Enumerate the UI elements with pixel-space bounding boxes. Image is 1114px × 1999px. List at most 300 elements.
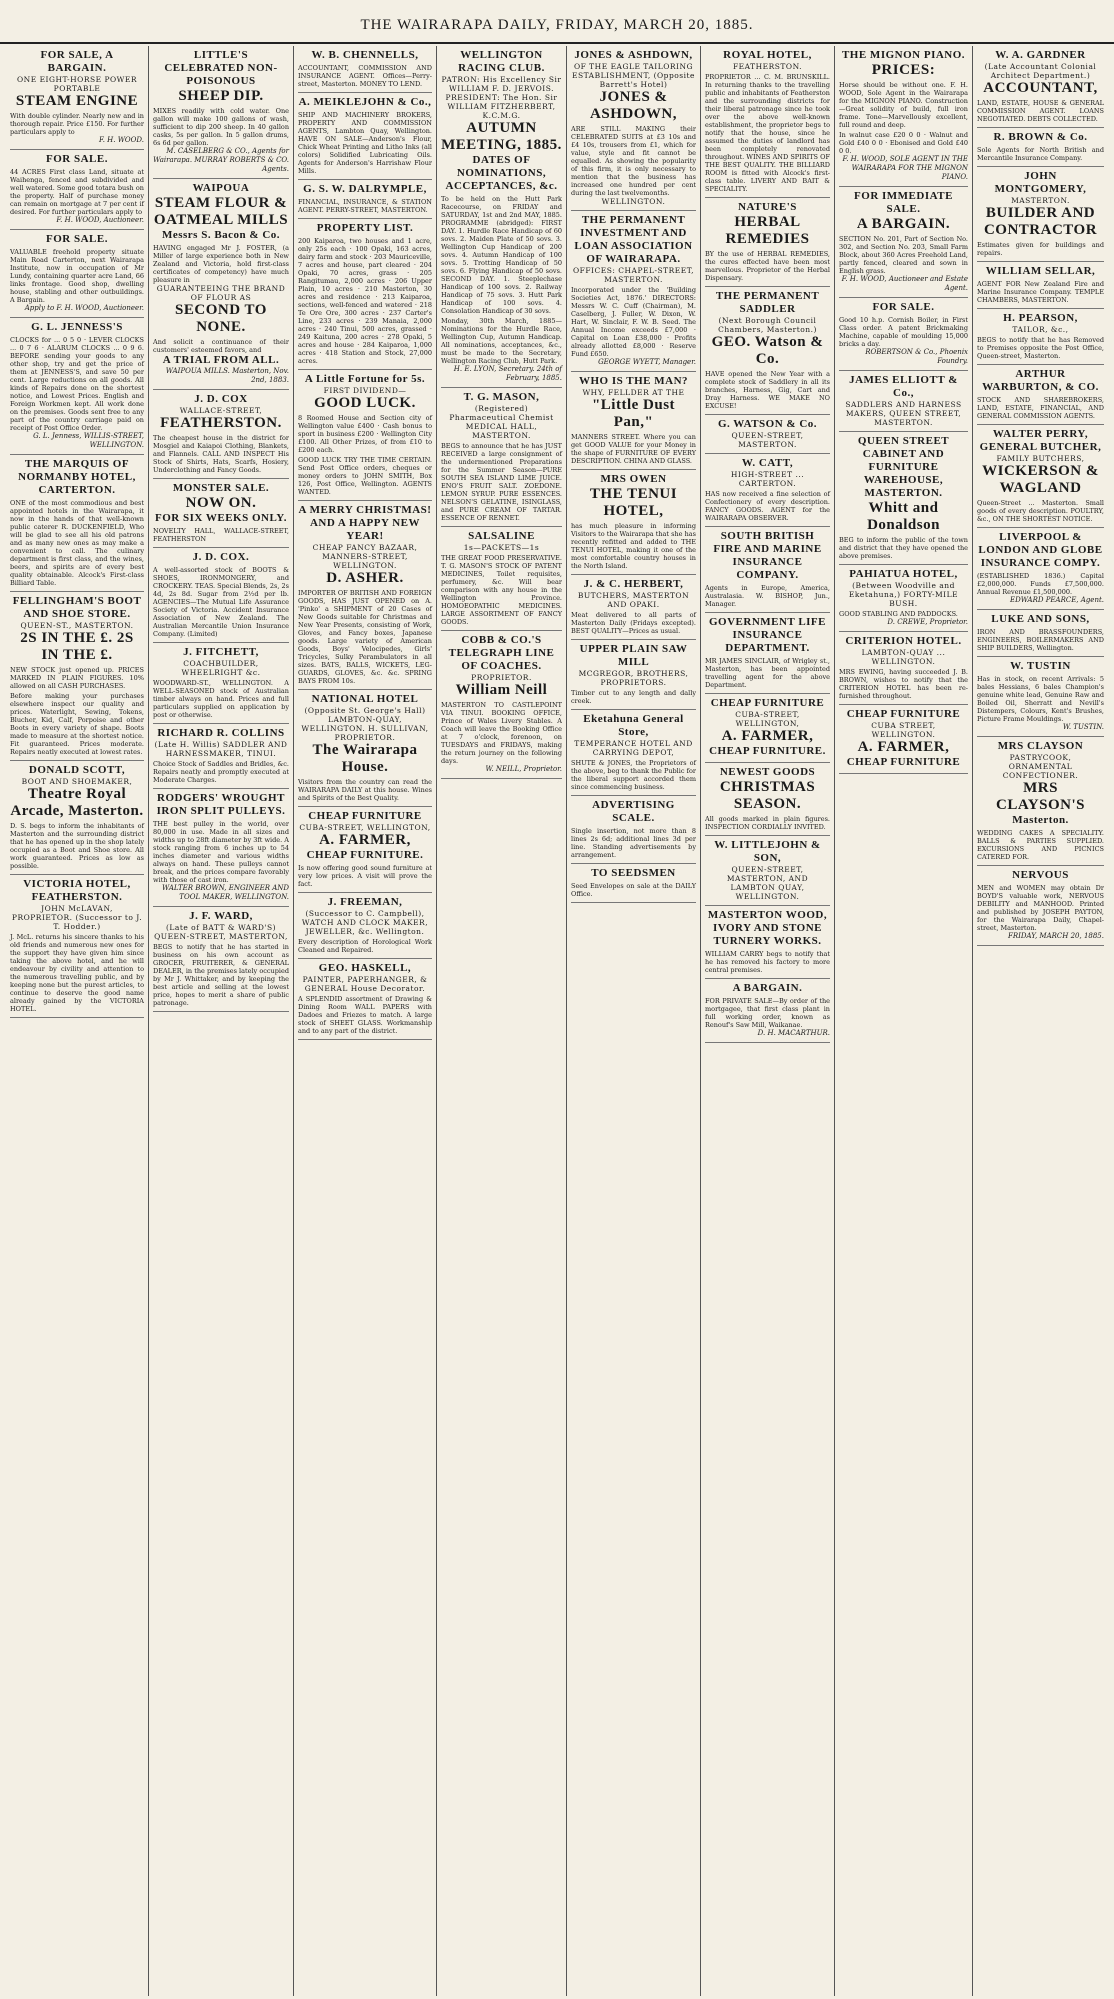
advertisement — [571, 46, 696, 211]
advertisement — [571, 470, 696, 575]
ad-h: A MERRY CHRISTMAS! AND A HAPPY NEW YEAR! — [298, 504, 432, 542]
advertisement — [839, 632, 968, 705]
ad-sub: FAMILY BUTCHERS, — [996, 454, 1085, 463]
advertisement — [977, 737, 1104, 866]
ad-h: Whitt and Donaldson — [867, 500, 940, 533]
advertisement — [153, 46, 289, 179]
ad-h: STEAM ENGINE — [15, 93, 139, 109]
ad-sub: PATRON: His Excellency Sir WILLIAM F. D. JERVOIS. PRESIDENT: The Hon. Sir WILLIAM FITZHERBERT, K.C.M.G. — [441, 75, 562, 120]
ad-h: FELLINGHAM'S BOOT AND SHOE STORE. — [12, 595, 142, 620]
ad-h: FOR SALE. — [46, 233, 108, 245]
ad-sub: (Late of BATT & WARD'S) QUEEN-STREET, MASTERTON, — [154, 923, 288, 941]
advertisement — [839, 298, 968, 371]
ad-body: THE GREAT FOOD PRESERVATIVE. T. G. MASON'S STOCK OF PATENT MEDICINES, Toilet requisites, perfumery, &c. Will bear comparison with any house in the Wellington Province. HOMOEOPATHIC MEDICINES. LARGE ASSORTMENT OF FANCY GOODS. — [441, 554, 562, 626]
ad-body: WEDDING CAKES A SPECIALITY. BALLS & PARTIES SUPPLIED. EXCURSIONS AND PICNICS CATERED FOR. — [977, 829, 1104, 861]
ad-h: J. FITCHETT, — [183, 646, 259, 658]
ad-sub: CHEAP FANCY BAZAAR, MANNERS-STREET, WELLINGTON. — [312, 543, 418, 570]
ad-body: With double cylinder. Nearly new and in thorough repair. Price £150. For further particulars apply to — [10, 112, 144, 136]
ad-body: FOR PRIVATE SALE—By order of the mortgagee, that first class plant in full working order, known as Renouf's Saw Mill, Waikanae. — [705, 997, 830, 1029]
ad-body: All goods marked in plain figures. INSPECTION CORDIALLY INVITED. — [705, 815, 830, 831]
ad-body: STOCK AND SHAREBROKERS, LAND, ESTATE, FINANCIAL, AND GENERAL COMMISSION AGENTS. — [977, 396, 1104, 420]
ad-body: SECTION No. 201, Part of Section No. 302, and Section No. 203, Small Farm Block, about 360 Acres Freehold Land, partly fenced, cleared and sown in English grass. — [839, 235, 968, 275]
ad-sub: PASTRYCOOK, ORNAMENTAL CONFECTIONER. — [1002, 753, 1079, 780]
ad-h: CHEAP FURNITURE — [308, 810, 422, 822]
advertisement — [441, 388, 562, 527]
ad-h: A Little Fortune for 5s. — [304, 373, 426, 385]
advertisement — [977, 657, 1104, 737]
advertisement — [298, 180, 432, 219]
ad-h: CRITERION HOTEL. — [845, 635, 962, 647]
ad-h: A. FARMER, — [721, 728, 814, 744]
ad-body: VALUABLE freehold property situate Main Road Carterton, next Wairarapa Institute, now in occupation of Mr Lundy, containing quarter acre Land, 66 links frontage. Good shop, dwelling house, stabling and other outbuildings. A Bargain. — [10, 248, 144, 304]
ad-sub: HIGH-STREET ... CARTERTON. — [730, 470, 805, 488]
ad-h: WHO IS THE MAN? — [578, 375, 689, 387]
advertisement — [977, 528, 1104, 610]
ad-body: 200 Kaiparoa, two houses and 1 acre, only 25s each · 100 Opaki, 163 acres, dairy farm and stock · 203 Mauriceville, 7 acres and house, part cleared · 204 Opaki, 70 acres, grass · 205 Rangitumau, 2,000 acres · 206 Upper Plain, 10 acres · 210 Masterton, 30 acres and residence · 213 Kaiparoa, sections, well-fenced and watered · 218 Te Ore Ore, 300 acres · 237 Carter's Line, 233 acres · 239 Manaia, 2,000 acres · 240 Tinui, 500 acres, grassed · 249 Kaituna, 200 acres · 278 Opaki, 5 acres and house · 284 Kaiparoa, 1,000 acres · 418 Station and Stock, 27,000 acres. — [298, 237, 432, 365]
ad-h: ADVERTISING SCALE. — [592, 799, 675, 824]
ad-h: W. A. GARDNER — [995, 49, 1086, 61]
ad-body: has much pleasure in informing Visitors to the Wairarapa that she has recently refitted and added to THE TENUI HOTEL, making it one of the most comfortable country houses in the North Island. — [571, 522, 696, 570]
ad-h: WILLIAM SELLAR, — [985, 265, 1096, 277]
ad-h: Masterton. — [1012, 814, 1069, 826]
ad-h: J. & C. HERBERT, — [583, 578, 684, 590]
ad-body: Timber cut to any length and dally creek. — [571, 689, 696, 705]
ad-body: IRON AND BRASSFOUNDERS, ENGINEERS, BOILERMAKERS AND SHIP BUILDERS, Wellington. — [977, 628, 1104, 652]
ad-body: MASTERTON TO CASTLEPOINT VIA TINUI. BOOKING OFFICE, Prince of Wales Livery Stables. A Coach will leave the Booking Office at 7 o'clock, forenoon, on TUESDAYS and FRIDAYS, making the return journey on the following days. — [441, 701, 562, 765]
ad-sub: BUTCHERS, MASTERTON AND OPAKI. — [577, 591, 690, 609]
ad-body: In walnut case £20 0 0 · Walnut and Gold £40 0 0 · Ebonised and Gold £40 0 0. — [839, 131, 968, 155]
advertisement — [298, 807, 432, 893]
ad-sub: CUBA STREET, WELLINGTON. — [871, 721, 936, 739]
ad-sig: ROBERTSON & Co., Phoenix Foundry. — [865, 348, 968, 365]
ad-sub: PROPRIETOR. — [471, 673, 532, 682]
ad-h: CHEAP FURNITURE — [846, 756, 961, 768]
ad-body: HAVE opened the New Year with a complete stock of Saddlery in all its branches, Harness, Gig, Cart and Dray Harness. WE MAKE NO EXCUSE! — [705, 370, 830, 410]
advertisement — [839, 371, 968, 432]
ad-h: DONALD SCOTT, — [28, 764, 126, 776]
ad-h: FEATHERSTON. — [160, 415, 282, 431]
advertisement — [839, 187, 968, 298]
ad-h: NERVOUS — [1012, 869, 1069, 881]
advertisement — [571, 796, 696, 864]
ad-h: FOR IMMEDIATE SALE. — [854, 190, 953, 215]
ad-h: J. D. COX — [194, 393, 248, 405]
ad-h: G. L. JENNESS'S — [31, 321, 123, 333]
ad-h: William Neill — [455, 682, 548, 698]
advertisement — [705, 527, 830, 613]
ad-sub: (Next Borough Council Chambers, Masterton.) — [718, 316, 817, 334]
ad-h: CHEAP FURNITURE. — [306, 849, 424, 861]
ad-h: PROPERTY LIST. — [316, 222, 414, 234]
ad-h: A TRIAL FROM ALL. — [162, 354, 280, 366]
ad-body: MR JAMES SINCLAIR, of Wrigley st., Masterton, has been appointed travelling agent for the above Department. — [705, 657, 830, 689]
ad-body: AGENT FOR New Zealand Fire and Marine Insurance Company. TEMPLE CHAMBERS, MASTERTON. — [977, 280, 1104, 304]
ad-h: PAHIATUA HOTEL, — [849, 568, 958, 580]
ad-sig: D. H. MACARTHUR. — [757, 1029, 830, 1037]
ad-h: JAMES ELLIOTT & Co., — [849, 374, 958, 399]
ad-body: MIXES readily with cold water. One gallon will make 100 gallons of wash, sufficient to dip 200 sheep. In 40 gallon casks, 5s per gallon. In 5 gallon drums, 6s 6d per gallon. — [153, 107, 289, 147]
ad-body: CLOCKS for ... 0 5 0 · LEVER CLOCKS ... 0 7 6 · ALARUM CLOCKS ... 0 9 6. BEFORE sending your goods to any other shop, try and get the price of them at JENNESS'S, and save 50 per cent. Large reductions on all goods. All kinds of Repairs done on the shortest notice, and Lowest Prices. English and Foreign Workmen kept. All work done on the premises. Goods sent free to any part of the country carriage paid on receipt of Post Office Order. — [10, 336, 144, 432]
columns-container — [6, 46, 1108, 1996]
newspaper-title: THE WAIRARAPA DAILY, FRIDAY, MARCH 20, 1885. — [360, 17, 754, 33]
ad-body: 8 Roomed House and Section city of Wellington value £400 · Cash bonus to sport in business £200 · Wellington City £100. All Other Prizes, of from £10 to £200 each. — [298, 414, 432, 454]
advertisement — [839, 46, 968, 187]
advertisement — [153, 789, 289, 907]
advertisement — [298, 370, 432, 501]
ad-h: JOHN MONTGOMERY, — [994, 170, 1087, 195]
ad-h: CHEAP FURNITURE — [710, 697, 825, 709]
ad-h: A BARGAIN. — [732, 982, 803, 994]
ad-body: NEW STOCK just opened up. PRICES MARKED IN PLAIN FIGURES. 10% allowed on all CASH PURCHASES. — [10, 666, 144, 690]
ad-sub: FEATHERSTON. — [732, 62, 803, 71]
ad-body: THE best pulley in the world, over 80,000 in use. Made in all sizes and widths up to 28ft diameter by 3ft wide. A stock ranging from 6 inches up to 54 inches diameter and various widths always on hand. These pulleys cannot break, and the prices compare favorably with those of cast iron. — [153, 820, 289, 884]
ad-sig: H. E. LYON, Secretary. 24th of February, 1885. — [453, 365, 562, 382]
ad-sub: (Late Accountant Colonial Architect Department.) — [984, 62, 1097, 80]
column-6 — [701, 46, 835, 1996]
ad-body: HAS now received a fine selection of Confectionery of every description. FANCY GOODS. AGENT for the WAIRARAPA OBSERVER. — [705, 490, 830, 522]
ad-body: BEGS to announce that he has JUST RECEIVED a large consignment of the undermentioned Preparations for the Summer Season—PURE SOUTH SEA ISLAND LIME JUICE. ENO'S FRUIT SALT. ZOEDONE. LEMON SYRUP. PURE ESSENCES. NELSON'S GELATINE, ISINGLASS, and PURE CREAM OF TARTAR. ESSENCE OF RENNET. — [441, 442, 562, 522]
ad-sub: COACHBUILDER, WHEELRIGHT &c. — [181, 659, 261, 677]
advertisement — [571, 640, 696, 710]
ad-body: Monday, 30th March, 1885—Nominations for the Hurdle Race, Wellington Cup, Autumn Handicap. All nominations, acceptances, &c., must be made to the Secretary, Wellington Racing Club, Hutt Park. — [441, 317, 562, 365]
advertisement — [571, 372, 696, 470]
ad-h: W. TUSTIN — [1010, 660, 1071, 672]
ad-sig: M. CASELBERG & CO., Agents for Wairarapa. MURRAY ROBERTS & CO. Agents. — [153, 147, 289, 173]
ad-sig: Apply to F. H. WOOD, Auctioneer. — [24, 304, 144, 312]
advertisement — [153, 479, 289, 548]
advertisement — [298, 501, 432, 690]
ad-h: ARTHUR WARBURTON, & CO. — [982, 368, 1099, 393]
ad-h: CHRISTMAS SEASON. — [719, 779, 816, 812]
ad-body: (ESTABLISHED 1836.) Capital £2,000,000. Funds £7,500,000. Annual Revenue £1,500,000. — [977, 572, 1104, 596]
ad-h: G. S. W. DALRYMPLE, — [303, 183, 427, 195]
ad-h: MASTERTON WOOD, IVORY AND STONE TURNERY WORKS. — [707, 909, 828, 947]
advertisement — [153, 548, 289, 643]
ad-body: A well-assorted stock of BOOTS & SHOES, IRONMONGERY, and CROCKERY. TEAS. Special Blends, 2s, 2s 4d, 2s 8d. Sugar from 2½d per lb. AGENCIES—The Mutual Life Assurance Society of Victoria. Accident Insurance Association of New Zealand. The Australian Mercantile Union Insurance Company. (Limited) — [153, 566, 289, 638]
advertisement — [571, 575, 696, 640]
ad-body: Queen-Street ... Masterton. Small goods of every description. POULTRY, &c., ON THE SHORTEST NOTICE. — [977, 499, 1104, 523]
ad-body: WILLIAM CARRY begs to notify that he has removed his factory to more central premises. — [705, 950, 830, 974]
ad-h: VICTORIA HOTEL, FEATHERSTON. — [23, 878, 131, 903]
ad-body: A SPLENDID assortment of Drawing & Dining Room WALL PAPERS with Dadoes and Friezes to match. A large stock of SHEET GLASS. Workmanship and to any part of the district. — [298, 995, 432, 1035]
ad-h: CHEAP FURNITURE. — [709, 745, 826, 757]
advertisement — [977, 425, 1104, 528]
ad-h: GEO. HASKELL, — [318, 962, 412, 974]
advertisement — [839, 432, 968, 565]
ad-h: FOR SIX WEEKS ONLY. — [155, 512, 287, 524]
advertisement — [839, 565, 968, 632]
ad-sub: (Opposite St. George's Hall) LAMBTON-QUAY, WELLINGTON. H. SULLIVAN, PROPRIETOR. — [301, 706, 429, 742]
ad-body: Good 10 h.p. Cornish Boiler, in First Class order. A patent Brickmaking Machine, capable of moulding 15,000 bricks a day. — [839, 316, 968, 348]
ad-h: J. FREEMAN, — [327, 896, 403, 908]
column-4 — [437, 46, 567, 1996]
ad-sub: JOHN McLAVAN, PROPRIETOR. (Successor to J. T. Hodder.) — [11, 904, 143, 931]
column-2 — [149, 46, 294, 1996]
advertisement — [298, 893, 432, 959]
advertisement — [705, 836, 830, 906]
ad-body: BEGS to notify that he has started in business on his own account as GROCER, FRUITERER, & GENERAL DEALER, in the premises lately occupied by Mr J. Whittaker, and by keeping the best article and selling at the lowest price, hopes to merit a share of public patronage. — [153, 943, 289, 1007]
ad-h: TO SEEDSMEN — [591, 867, 676, 879]
ad-body: GOOD STABLING AND PADDOCKS. — [839, 610, 958, 618]
ad-body: Incorporated under the 'Building Societies Act, 1876.' DIRECTORS: Messrs W. C. Cuff (Chairman), M. Caselberg, J. Fuller, W. Dixon, W. Hart, W. Sinclair, F. W. B. Seed. The Annual Income exceeds £7,000 · Capital on Loan £38,000 · Profits already allotted £8,000 · Reserve Fund £650. — [571, 286, 696, 358]
ad-body: ACCOUNTANT, COMMISSION AND INSURANCE AGENT. Offices—Perry-street, Masterton. MONEY TO LEND. — [298, 64, 432, 88]
ad-sig: GEORGE WYETT, Manager. — [598, 358, 696, 366]
ad-h: COBB & CO.'S TELEGRAPH LINE OF COACHES. — [448, 634, 555, 672]
ad-sub: (Late H. Willis) SADDLER AND HARNESSMAKER, TINUI. — [154, 740, 288, 758]
ad-body: LAND, ESTATE, HOUSE & GENERAL COMMISSION AGENT. LOANS NEGOTIATED. DEBTS COLLECTED. — [977, 99, 1104, 123]
ad-sig: D. CREWE, Proprietor. — [887, 618, 968, 626]
ad-h: GUARANTEEING THE BRAND OF FLOUR AS — [156, 284, 286, 302]
ad-h: G. WATSON & Co. — [717, 418, 818, 430]
advertisement — [298, 219, 432, 370]
advertisement — [10, 455, 144, 592]
ad-h: NEWEST GOODS — [719, 766, 816, 778]
ad-sub: WHY, FELLDER AT THE — [582, 388, 685, 397]
advertisement — [10, 592, 144, 761]
ad-body: IMPORTER OF BRITISH AND FOREIGN GOODS, HAS JUST OPENED on A. 'Pinko' a SHIPMENT of 20 Cases of New Goods suitable for Christmas and New Year Presents, consisting of Work, Gloves, and Fancy boxes, Japanese goods. Large variety of American Goods, Boys' Velocipedes, Girls' Tricycles, Sulky Perambulators in all sizes. BATS, BALLS, WICKETS, LEG-GUARDS, GLOVES, &c. &c. SPRING BAYS FROM 10s. — [298, 589, 432, 685]
ad-h: 2S IN THE £. 2S IN THE £. — [20, 630, 134, 663]
ad-h: R. BROWN & Co. — [993, 131, 1088, 143]
ad-sig: EDWARD PEARCE, Agent. — [1009, 596, 1104, 604]
ad-h: FOR SALE, A BARGAIN. — [40, 49, 114, 74]
ad-body: MEN and WOMEN may obtain Dr BOYD'S valuable work, NERVOUS DEBILITY and MANHOOD. Printed and published by JOSEPH PAYTON, for the Wairarapa Daily, Chapel-street, Masterton. — [977, 884, 1104, 932]
ad-h: WAIPOUA — [192, 182, 250, 194]
ad-h: WICKERSON & WAGLAND — [982, 463, 1099, 496]
advertisement — [977, 365, 1104, 425]
ad-sub: CUBA-STREET, WELLINGTON, — [735, 710, 800, 728]
ad-h: JONES & ASHDOWN, — [574, 49, 693, 61]
advertisement — [10, 46, 144, 150]
ad-body: HAVING engaged Mr J. FOSTER, (a Miller of large experience both in New Zealand and Victoria, hold first-class certificates of competency) have much pleasure in — [153, 244, 289, 284]
ad-h: MRS CLAYSON'S — [996, 780, 1085, 813]
ad-body: BEG to inform the public of the town and district that they have opened the above premises. — [839, 536, 968, 560]
ad-h: THE MIGNON PIANO. — [841, 49, 966, 61]
advertisement — [10, 318, 144, 455]
ad-h: RICHARD R. COLLINS — [157, 727, 285, 739]
advertisement — [10, 230, 144, 318]
advertisement — [705, 613, 830, 694]
ad-body: The cheapest house in the district for Mosgiel and Kaiapoi Clothing, Blankets, and Flannels. CALL AND INSPECT His Stock of Shirts, Hats, Scarfs, Hosiery, Underclothing and Fancy Goods. — [153, 434, 289, 474]
ad-h: LITTLE'S CELEBRATED NON-POISONOUS — [164, 49, 278, 87]
advertisement — [10, 150, 144, 230]
ad-body: Estimates given for buildings and repairs. — [977, 241, 1104, 257]
advertisement — [571, 864, 696, 903]
ad-sub: (Registered) Pharmaceutical Chemist MEDICAL HALL, MASTERTON. — [449, 404, 554, 440]
ad-body: Agents in Europe, America, Australasia. W. BISHOP, Jun., Manager. — [705, 584, 830, 608]
ad-sig: F. H. WOOD, SOLE AGENT IN THE WAIRARAPA FOR THE MIGNON PIANO. — [842, 155, 968, 181]
ad-sig: F. H. WOOD, Auctioneer and Estate Agent. — [841, 275, 968, 292]
ad-sub: MCGREGOR, BROTHERS, PROPRIETORS. — [578, 669, 689, 687]
ad-h: THE TENUI HOTEL, — [589, 486, 678, 519]
ad-body: BEGS to notify that he has Removed to Premises opposite the Post Office, Queen-street, Masterton. — [977, 336, 1104, 360]
advertisement — [977, 309, 1104, 365]
ad-sub: LAMBTON-QUAY ... WELLINGTON. — [861, 648, 946, 666]
ad-body: ARE STILL MAKING their CELEBRATED SUITS at £3 10s and £4 10s, trousers from £1, which for value, style and fit cannot be equalled. As showing the popularity of this firm, it is only necessary to mention that the business has increased one hundred per cent during the last twelvemonths. — [571, 125, 696, 197]
ad-body: 44 ACRES First class Land, situate at Waihenga, fenced and subdivided and well watered. Some good totara bush on the property. Half of purchase money can remain on mortgage at 7 per cent if desired. For further particulars apply to — [10, 168, 144, 216]
ad-h: DATES OF NOMINATIONS, ACCEPTANCES, &c. — [445, 154, 558, 192]
ad-sub: (Successor to C. Campbell), WATCH AND CLOCK MAKER, JEWELLER, &c. Wellington. — [301, 909, 429, 936]
ad-h: THE MARQUIS OF NORMANBY HOTEL, CARTERTON. — [18, 458, 136, 496]
column-3 — [294, 46, 437, 1996]
ad-body: To be held on the Hutt Park Racecourse, on FRIDAY and SATURDAY, 1st and 2nd MAY, 1885. PROGRAMME (abridged): FIRST DAY. 1. Hurdle Race Handicap of 60 sovs. 2. Maiden Plate of 50 sovs. 3. Wellington Cup Handicap of 200 sovs. 4. Autumn Handicap of 100 sovs. 5. Trotting Handicap of 50 sovs. 6. Flying Handicap of 50 sovs. SECOND DAY. 1. Steeplechase Handicap of 100 sovs. 2. Railway Handicap of 75 sovs. 3. Hutt Park Handicap of 100 sovs. 4. Consolation Handicap of 30 sovs. — [441, 195, 562, 315]
ad-h: W. LITTLEJOHN & SON, — [714, 839, 821, 864]
ad-body: MANNERS STREET. Where you can get GOOD VALUE for your Money in the shape of FURNITURE OF EVERY DESCRIPTION. CHINA AND GLASS. — [571, 433, 696, 465]
ad-h: UPPER PLAIN SAW MILL — [579, 643, 688, 668]
ad-h: The Wairarapa House. — [312, 742, 418, 775]
advertisement — [441, 527, 562, 631]
advertisement — [705, 979, 830, 1043]
ad-h: SECOND TO NONE. — [175, 302, 267, 335]
ad-h: NATIONAL HOTEL — [311, 693, 419, 705]
ad-sub: OFFICES: CHAPEL-STREET, MASTERTON. — [572, 266, 695, 284]
ad-h: SALSALINE — [468, 530, 535, 542]
ad-body: Meat delivered to all parts of Masterton Daily (Fridays excepted). BEST QUALITY—Prices as usual. — [571, 611, 696, 635]
ad-body: Horse should be without one. F. H. WOOD, Sole Agent in the Wairarapa for the MIGNON PIANO. Construction—Great solidity of build, full iron frame. Tone—Marvellously excellent, full round and deep. — [839, 81, 968, 129]
advertisement — [153, 724, 289, 789]
ad-h: Messrs S. Bacon & Co. — [161, 229, 281, 241]
ad-sig: FRIDAY, MARCH 20, 1885. — [1007, 932, 1104, 940]
ad-sub: WELLINGTON. — [601, 197, 666, 206]
ad-h: QUEEN STREET CABINET AND FURNITURE WAREHOUSE, MASTERTON. — [857, 435, 950, 499]
ad-h: J. D. COX. — [192, 551, 250, 563]
advertisement — [153, 179, 289, 390]
ad-sub: PAINTER, PAPERHANGER, & GENERAL House Decorator. — [302, 975, 428, 993]
ad-sig: G. L. Jenness, WILLIS-STREET, WELLINGTON. — [33, 432, 144, 449]
ad-body: J. McL. returns his sincere thanks to his old friends and numerous new ones for the support they have given him since taking the above hotel, and he will endeavour by civility and attention to the numerous travelling public, and by keeping none but the purest articles, to continue to deserve the good name already gained by the VICTORIA HOTEL. — [10, 933, 144, 1013]
ad-h: ACCOUNTANT, — [983, 80, 1098, 96]
advertisement — [571, 211, 696, 372]
ad-body: SHUTE & JONES, the Proprietors of the above, beg to thank the Public for the liberal support accorded them since commencing business. — [571, 759, 696, 791]
ad-body: NOVELTY HALL, WALLACE-STREET, FEATHERSTON — [153, 527, 289, 543]
ad-sub: QUEEN-STREET, MASTERTON, AND LAMBTON QUAY, WELLINGTON. — [726, 865, 809, 901]
ad-body: MRS EWING, having succeeded J. B. BROWN, wishes to notify that the CRITERION HOTEL has been re-furnished throughout. — [839, 668, 968, 700]
ad-h: BUILDER AND CONTRACTOR — [983, 205, 1098, 238]
ad-sub: SADDLERS AND HARNESS MAKERS, QUEEN STREET, MASTERTON. — [845, 400, 962, 427]
ad-sub: TEMPERANCE HOTEL AND CARRYING DEPOT, — [574, 739, 693, 757]
ad-h: JONES & ASHDOWN, — [590, 89, 677, 122]
ad-h: GOOD LUCK. — [314, 395, 416, 411]
advertisement — [839, 705, 968, 774]
ad-h: Theatre Royal Arcade, Masterton. — [10, 786, 144, 819]
ad-h: A. FARMER, — [319, 832, 411, 848]
ad-h: GOVERNMENT LIFE INSURANCE DEPARTMENT. — [708, 616, 826, 654]
advertisement — [705, 454, 830, 527]
advertisement — [298, 690, 432, 807]
ad-sig: F. H. WOOD. — [98, 136, 144, 144]
ad-sub: FIRST DIVIDEND— — [323, 386, 407, 395]
ad-body: Seed Envelopes on sale at the DAILY Office. — [571, 882, 696, 898]
ad-h: A BARGAIN. — [856, 216, 951, 232]
ad-sub: MASTERTON. — [1011, 196, 1070, 205]
ad-body: BY the use of HERBAL REMEDIES, the cures effected have been most marvellous. Proprietor of the Herbal Dispensary. — [705, 250, 830, 282]
ad-body: FINANCIAL, INSURANCE, & STATION AGENT. PERRY-STREET, MASTERTON. — [298, 198, 432, 214]
advertisement — [441, 631, 562, 779]
ad-h: RODGERS' WROUGHT IRON SPLIT PULLEYS. — [156, 792, 286, 817]
advertisement — [705, 46, 830, 198]
ad-body: Before making your purchases elsewhere inspect our quality and prices. Waterlight, Sewing, Tokens, Blucher, Kid, Calf, Porpoise and other Boots in every variety of shape. Boots made to measure at the shortest notice. Fit guaranteed. Prices moderate. Repairs neatly executed at lowest rates. — [10, 692, 144, 756]
ad-h: GEO. Watson & Co. — [711, 334, 824, 367]
advertisement — [705, 287, 830, 415]
ad-sig: F. H. WOOD, Auctioneer. — [56, 216, 144, 224]
advertisement — [705, 694, 830, 763]
masthead — [0, 8, 1114, 44]
ad-h: LIVERPOOL & LONDON AND GLOBE INSURANCE COMPY. — [978, 531, 1103, 569]
ad-body: D. S. begs to inform the inhabitants of Masterton and the surrounding district that he has opened up in the shop lately occupied as a Boot and Shoe store. All work guaranteed. Prices as low as possible. — [10, 822, 144, 870]
column-5 — [567, 46, 701, 1996]
column-7 — [835, 46, 973, 1996]
ad-h: T. G. MASON, — [463, 391, 540, 403]
ad-sub: BOOT AND SHOEMAKER, — [21, 777, 133, 786]
advertisement — [977, 866, 1104, 946]
ad-h: MRS CLAYSON — [997, 740, 1084, 752]
advertisement — [10, 875, 144, 1018]
advertisement — [705, 763, 830, 836]
ad-h: CHEAP FURNITURE — [846, 708, 961, 720]
ad-sig: W. TUSTIN. — [1062, 723, 1104, 731]
advertisement — [298, 46, 432, 93]
advertisement — [705, 198, 830, 287]
advertisement — [441, 46, 562, 388]
ad-sig: W. NEILL, Proprietor. — [485, 765, 562, 773]
ad-h: A. FARMER, — [857, 739, 950, 755]
ad-h: HERBAL REMEDIES — [725, 214, 810, 247]
ad-h: AUTUMN MEETING, 1885. — [441, 120, 562, 153]
ad-sub: 1s—PACKETS—1s — [463, 543, 540, 552]
advertisement — [153, 643, 289, 724]
ad-h: W. CATT, — [741, 457, 794, 469]
advertisement — [977, 610, 1104, 657]
ad-body: Has in stock, on recent Arrivals: 5 bales Hessians, 6 bales Champion's genuine white lead, Genuine Raw and Boiled Oil, Sherratt and Nevill's Distempers, Colours, Kent's Brushes, Picture Frame Mouldings. — [977, 675, 1104, 723]
ad-h: D. ASHER. — [326, 570, 404, 586]
ad-h: NOW ON. — [185, 495, 257, 511]
ad-h: WALTER PERRY, GENERAL BUTCHER, — [979, 428, 1102, 453]
ad-h: NATURE'S — [738, 201, 797, 213]
ad-sub: CUBA-STREET, WELLINGTON, — [299, 823, 431, 832]
ad-body: PROPRIETOR ... C. M. BRUNSKILL. In returning thanks to the travelling public and inhabitants of Featherston and the surrounding districts for their liberal patronage since he took over the above well-known establishment, the proprietor begs to notify that the house, since he assumed the duties of landlord has been completely renovated throughout. WINES AND SPIRITS OF THE BEST QUALITY. THE BILLIARD ROOM is fitted with Alcock's first-class table. LIVERY AND BAIT & SPECIALITY. — [705, 73, 830, 193]
ad-sub: QUEEN-ST., MASTERTON. — [20, 621, 134, 630]
ad-sub: WALLACE-STREET, — [179, 406, 263, 415]
ad-sub: ONE EIGHT-HORSE POWER PORTABLE — [17, 75, 137, 93]
ad-body: Single insertion, not more than 8 lines 2s 6d; additional lines 3d per line. Standing advertisements by arrangement. — [571, 827, 696, 859]
column-8 — [973, 46, 1108, 1996]
ad-sub: (Between Woodville and Eketahuna,) FORTY-MILE BUSH. — [848, 581, 959, 608]
ad-h: "Little Dust Pan," — [591, 397, 676, 430]
advertisement — [977, 262, 1104, 309]
ad-h: LUKE AND SONS, — [991, 613, 1090, 625]
advertisement — [153, 390, 289, 479]
ad-h: A. MEIKLEJOHN & Co., — [298, 96, 432, 108]
ad-sub: TAILOR, &c., — [1012, 325, 1069, 334]
advertisement — [298, 93, 432, 180]
ad-h: PRICES: — [871, 62, 936, 78]
ad-body: Visitors from the country can read the WAIRARAPA DAILY at this house. Wines and Spirits of the Best Quality. — [298, 778, 432, 802]
ad-sig: WALTER BROWN, ENGINEER AND TOOL MAKER, WELLINGTON. — [162, 884, 289, 901]
ad-sig: WAIPOUA MILLS. Masterton, Nov. 2nd, 1883. — [165, 367, 289, 384]
advertisement — [153, 907, 289, 1012]
ad-body: SHIP AND MACHINERY BROKERS, PROPERTY AND COMMISSION AGENTS, Lambton Quay, Wellington. HAVE ON SALE—Anderson's Flour, Chick Wheat Printing and Litho Inks (all colors) Solidified Lubricating Oils. Agents for Anderson's Harrishaw Flour Mills. — [298, 111, 432, 175]
column-1 — [6, 46, 149, 1996]
ad-body: Choice Stock of Saddles and Bridles, &c. Repairs neatly and promptly executed at Moderate Charges. — [153, 760, 289, 784]
advertisement — [705, 906, 830, 979]
ad-h: J. F. WARD, — [189, 910, 253, 922]
ad-body: Every description of Horological Work Cleaned and Repaired. — [298, 938, 432, 954]
ad-h: WELLINGTON RACING CLUB. — [458, 49, 545, 74]
ad-h: SHEEP DIP. — [178, 88, 264, 104]
ad-h: Eketahuna General Store, — [583, 713, 684, 738]
ad-h: MONSTER SALE. — [172, 482, 270, 494]
ad-body: And solicit a continuance of their customers' esteemed favors, and — [153, 338, 289, 354]
ad-sub: QUEEN-STREET, MASTERTON. — [731, 431, 804, 449]
